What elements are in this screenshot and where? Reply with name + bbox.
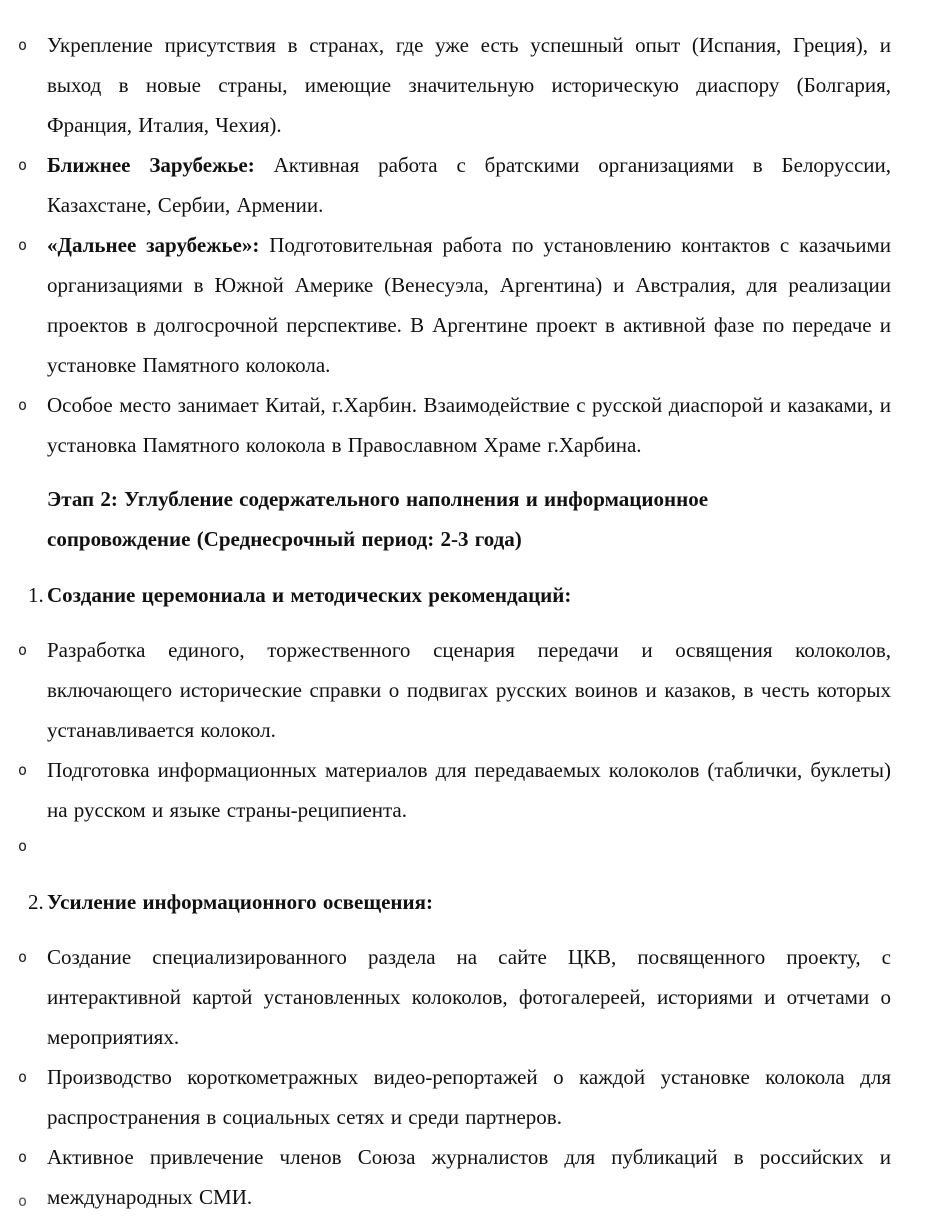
bullet-marker-icon: o xyxy=(18,837,28,855)
bullet-text: «Дальнее зарубежье»: Подготовительная работа по установлению контактов с казачьими организациями в Южной Америке (Венесуэла, Аргентина) и Австралия, для реализации проектов в долгосрочной перспективе. В Аргентине проект в активной фазе по передаче и установке Памятного колокола. xyxy=(47,233,891,377)
bullet-item xyxy=(0,1137,946,1217)
bullet-marker-icon: o xyxy=(18,236,28,254)
numbered-item-text: Усиление информационного освещения: xyxy=(47,890,433,914)
bullet-marker-icon: o xyxy=(18,1068,28,1086)
list-number: 1. xyxy=(28,583,44,607)
list-number: 2. xyxy=(28,890,44,914)
bullet-marker-icon: o xyxy=(18,761,28,779)
bullet-item-empty xyxy=(0,830,946,866)
bullet-marker-icon: o xyxy=(18,1148,28,1166)
bullet-marker-icon: o xyxy=(18,641,28,659)
partial-bullet-marker-icon: o xyxy=(18,1192,28,1210)
bullet-marker-icon: o xyxy=(18,948,28,966)
bullet-text: Разработка единого, торжественного сценария передачи и освящения колоколов, включающего исторические справки о подвигах русских воинов и казаков, в честь которых устанавливается колокол. xyxy=(47,638,891,742)
numbered-item xyxy=(0,575,946,615)
section-heading-text: Этап 2: Углубление содержательного наполнения и информационное сопровождение (Среднесрочный период: 2-3 года) xyxy=(47,487,709,551)
bullet-marker-icon: o xyxy=(18,156,28,174)
bullet-item xyxy=(0,385,946,465)
bullet-item xyxy=(0,225,946,385)
section-heading xyxy=(0,479,946,559)
bullet-text: Особое место занимает Китай, г.Харбин. Взаимодействие с русской диаспорой и казаками, и установка Памятного колокола в Православном Храме г.Харбина. xyxy=(47,393,891,457)
bullet-item xyxy=(0,25,946,145)
bullet-text: Укрепление присутствия в странах, где уже есть успешный опыт (Испания, Греция), и выход в новые страны, имеющие значительную историческую диаспору (Болгария, Франция, Италия, Чехия). xyxy=(47,33,891,137)
document-content xyxy=(0,25,946,1217)
bold-run: «Дальнее зарубежье»: xyxy=(47,233,260,257)
bullet-text: Активное привлечение членов Союза журналистов для публикаций в российских и международных СМИ. xyxy=(47,1145,891,1209)
bullet-item xyxy=(0,750,946,830)
bullet-item xyxy=(0,937,946,1057)
bullet-text: Производство короткометражных видео-репортажей о каждой установке колокола для распространения в социальных сетях и среди партнеров. xyxy=(47,1065,891,1129)
bullet-text: Ближнее Зарубежье: Активная работа с братскими организациями в Белоруссии, Казахстане, Сербии, Армении. xyxy=(47,153,892,217)
bold-run: Ближнее Зарубежье: xyxy=(47,153,255,177)
bullet-text: Создание специализированного раздела на сайте ЦКВ, посвященного проекту, с интерактивной картой установленных колоколов, фотогалереей, историями и отчетами о мероприятиях. xyxy=(47,945,891,1049)
bullet-item xyxy=(0,145,946,225)
numbered-item xyxy=(0,882,946,922)
numbered-item-text: Создание церемониала и методических рекомендаций: xyxy=(47,583,572,607)
bullet-marker-icon: o xyxy=(18,36,28,54)
bullet-text: Подготовка информационных материалов для передаваемых колоколов (таблички, буклеты) на русском и языке страны-реципиента. xyxy=(47,758,891,822)
bullet-item xyxy=(0,630,946,750)
bullet-item xyxy=(0,1057,946,1137)
bullet-marker-icon: o xyxy=(18,396,28,414)
